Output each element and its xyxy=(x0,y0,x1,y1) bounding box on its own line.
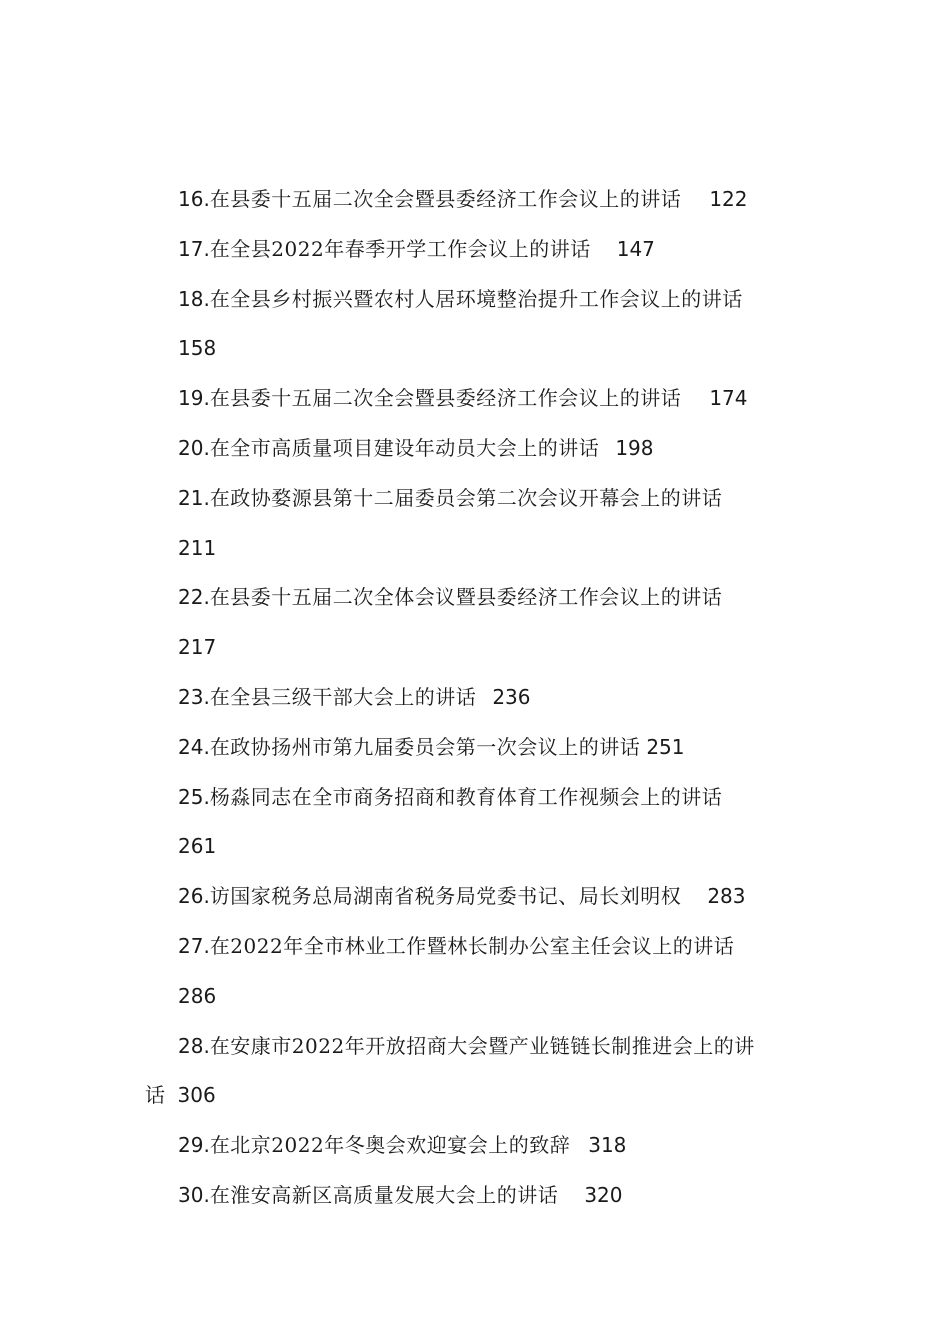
toc-entry-title: 在全市高质量项目建设年动员大会上的讲话 xyxy=(209,435,600,460)
toc-entry-title: 在2022年全市林业工作暨林长制办公室主任会议上的讲话 xyxy=(209,933,735,958)
toc-entry[interactable] xyxy=(145,374,810,424)
toc-entry-number: 27. xyxy=(178,933,210,958)
toc-entry[interactable] xyxy=(145,225,810,275)
toc-entry-title: 访国家税务总局湖南省税务局党委书记、局长刘明权 xyxy=(209,884,682,909)
toc-entry-number: 16. xyxy=(178,187,210,211)
toc-entry-page: 217 xyxy=(178,635,217,660)
toc-entry[interactable] xyxy=(145,673,810,723)
table-of-contents xyxy=(145,175,810,1221)
toc-entry-title: 在北京2022年冬奥会欢迎宴会上的致辞 xyxy=(209,1133,571,1158)
toc-entry-page: 147 xyxy=(616,236,655,261)
toc-entry-number: 20. xyxy=(178,435,210,460)
toc-entry-page: 283 xyxy=(707,884,746,909)
toc-entry-number: 21. xyxy=(178,485,210,510)
toc-entry-title: 在政协婺源县第十二届委员会第二次会议开幕会上的讲话 xyxy=(209,485,723,510)
toc-entry-number: 23. xyxy=(178,684,210,709)
toc-entry-page: 211 xyxy=(178,535,217,560)
toc-entry[interactable] xyxy=(145,773,810,873)
toc-entry[interactable] xyxy=(145,1171,810,1221)
toc-entry[interactable] xyxy=(145,275,810,375)
toc-entry-number: 29. xyxy=(178,1133,210,1158)
toc-entry-number: 17. xyxy=(178,236,210,261)
toc-entry-page: 251 xyxy=(646,734,685,759)
toc-entry-page: 306 xyxy=(177,1083,216,1108)
toc-entry-title: 在县委十五届二次全体会议暨县委经济工作会议上的讲话 xyxy=(209,585,723,610)
toc-entry[interactable] xyxy=(145,922,810,1022)
toc-entry[interactable] xyxy=(145,872,810,922)
toc-entry-number: 26. xyxy=(178,884,210,909)
toc-entry[interactable] xyxy=(145,175,810,225)
toc-entry-title: 在政协扬州市第九届委员会第一次会议上的讲话 xyxy=(209,734,641,759)
toc-entry-number: 28. xyxy=(178,1033,210,1058)
toc-entry-title: 在安康市2022年开放招商大会暨产业链链长制推进会上的讲 xyxy=(209,1033,755,1058)
toc-entry-title: 在淮安高新区高质量发展大会上的讲话 xyxy=(209,1182,559,1207)
toc-entry-title: 杨淼同志在全市商务招商和教育体育工作视频会上的讲话 xyxy=(209,784,723,809)
toc-entry[interactable] xyxy=(145,1121,810,1171)
toc-entry-number: 19. xyxy=(178,386,210,411)
toc-entry[interactable] xyxy=(145,573,810,673)
toc-entry[interactable] xyxy=(145,424,810,474)
toc-entry-page: 318 xyxy=(588,1133,627,1158)
toc-entry-title: 在县委十五届二次全会暨县委经济工作会议上的讲话 xyxy=(209,386,682,411)
toc-entry-page: 286 xyxy=(178,983,217,1008)
toc-entry-continuation xyxy=(145,1071,810,1121)
toc-entry-title: 在全县三级干部大会上的讲话 xyxy=(209,684,477,709)
toc-entry-page: 261 xyxy=(178,834,217,859)
toc-entry-page: 236 xyxy=(492,684,531,709)
toc-entry-page: 158 xyxy=(178,336,217,361)
toc-entry-title: 在全县乡村振兴暨农村人居环境整治提升工作会议上的讲话 xyxy=(209,286,743,311)
toc-entry-page: 198 xyxy=(615,435,654,460)
toc-entry-number: 22. xyxy=(178,585,210,610)
toc-entry-page: 122 xyxy=(709,187,748,211)
toc-entry[interactable] xyxy=(145,723,810,773)
toc-entry[interactable] xyxy=(145,1022,810,1122)
toc-entry-number: 18. xyxy=(178,286,210,311)
toc-entry-title: 在县委十五届二次全会暨县委经济工作会议上的讲话 xyxy=(209,187,682,211)
toc-entry-number: 30. xyxy=(178,1182,210,1207)
toc-entry-number: 24. xyxy=(178,734,210,759)
toc-entry-number: 25. xyxy=(178,784,210,809)
toc-entry[interactable] xyxy=(145,474,810,574)
toc-entry-page: 320 xyxy=(584,1182,623,1207)
toc-entry-title-tail: 话 xyxy=(145,1083,166,1108)
toc-entry-title: 在全县2022年春季开学工作会议上的讲话 xyxy=(209,236,591,261)
toc-entry-page: 174 xyxy=(709,386,748,411)
